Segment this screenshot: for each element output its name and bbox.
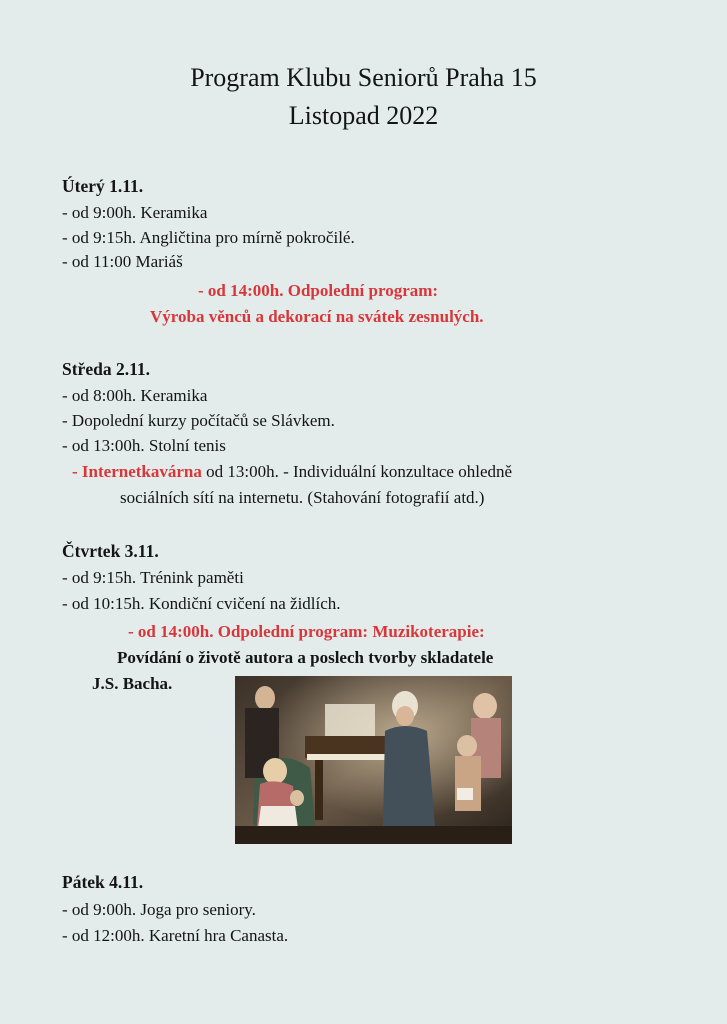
- music-therapy-composer: J.S. Bacha.: [92, 674, 173, 693]
- schedule-item: - od 9:15h. Angličtina pro mírně pokročilé.: [62, 228, 355, 247]
- day-heading-tuesday: Úterý 1.11.: [62, 176, 144, 196]
- afternoon-program-tuesday: [198, 281, 438, 301]
- schedule-item: - od 9:00h. Keramika: [62, 203, 208, 222]
- internet-cafe-label: - Internetkavárna: [72, 462, 202, 481]
- highlight-prefix: -: [198, 281, 208, 300]
- bach-painting-image: [235, 676, 512, 844]
- page-subtitle-month: Listopad 2022: [288, 101, 439, 130]
- internet-cafe-line: [72, 462, 512, 482]
- schedule-item: - od 8:00h. Keramika: [62, 386, 208, 405]
- day-heading-friday: Pátek 4.11.: [62, 872, 144, 892]
- day-heading-wednesday: Středa 2.11.: [62, 359, 150, 379]
- schedule-item: - od 12:00h. Karetní hra Canasta.: [62, 926, 289, 945]
- afternoon-program-tuesday-detail: Výroba věnců a dekorací na svátek zesnulých.: [150, 307, 484, 326]
- schedule-item: - od 13:00h. Stolní tenis: [62, 436, 226, 455]
- music-therapy-description: Povídání o životě autora a poslech tvorby skladatele: [117, 648, 494, 667]
- schedule-item: - od 9:15h. Trénink paměti: [62, 568, 244, 587]
- day-heading-thursday: Čtvrtek 3.11.: [62, 541, 159, 561]
- schedule-item: - od 10:15h. Kondiční cvičení na židlích.: [62, 594, 341, 613]
- schedule-item: - Dopolední kurzy počítačů se Slávkem.: [62, 411, 335, 430]
- internet-cafe-text: od 13:00h. - Individuální konzultace ohledně: [201, 462, 513, 481]
- highlight-text: od 14:00h. Odpolední program:: [207, 281, 439, 300]
- schedule-item: - od 9:00h. Joga pro seniory.: [62, 900, 256, 919]
- afternoon-program-thursday: - od 14:00h. Odpolední program: Muzikoterapie:: [128, 622, 485, 641]
- internet-cafe-detail: sociálních sítí na internetu. (Stahování fotografií atd.): [120, 488, 485, 507]
- schedule-item: - od 11:00 Mariáš: [62, 252, 183, 271]
- page-title: Program Klubu Seniorů Praha 15: [190, 63, 537, 92]
